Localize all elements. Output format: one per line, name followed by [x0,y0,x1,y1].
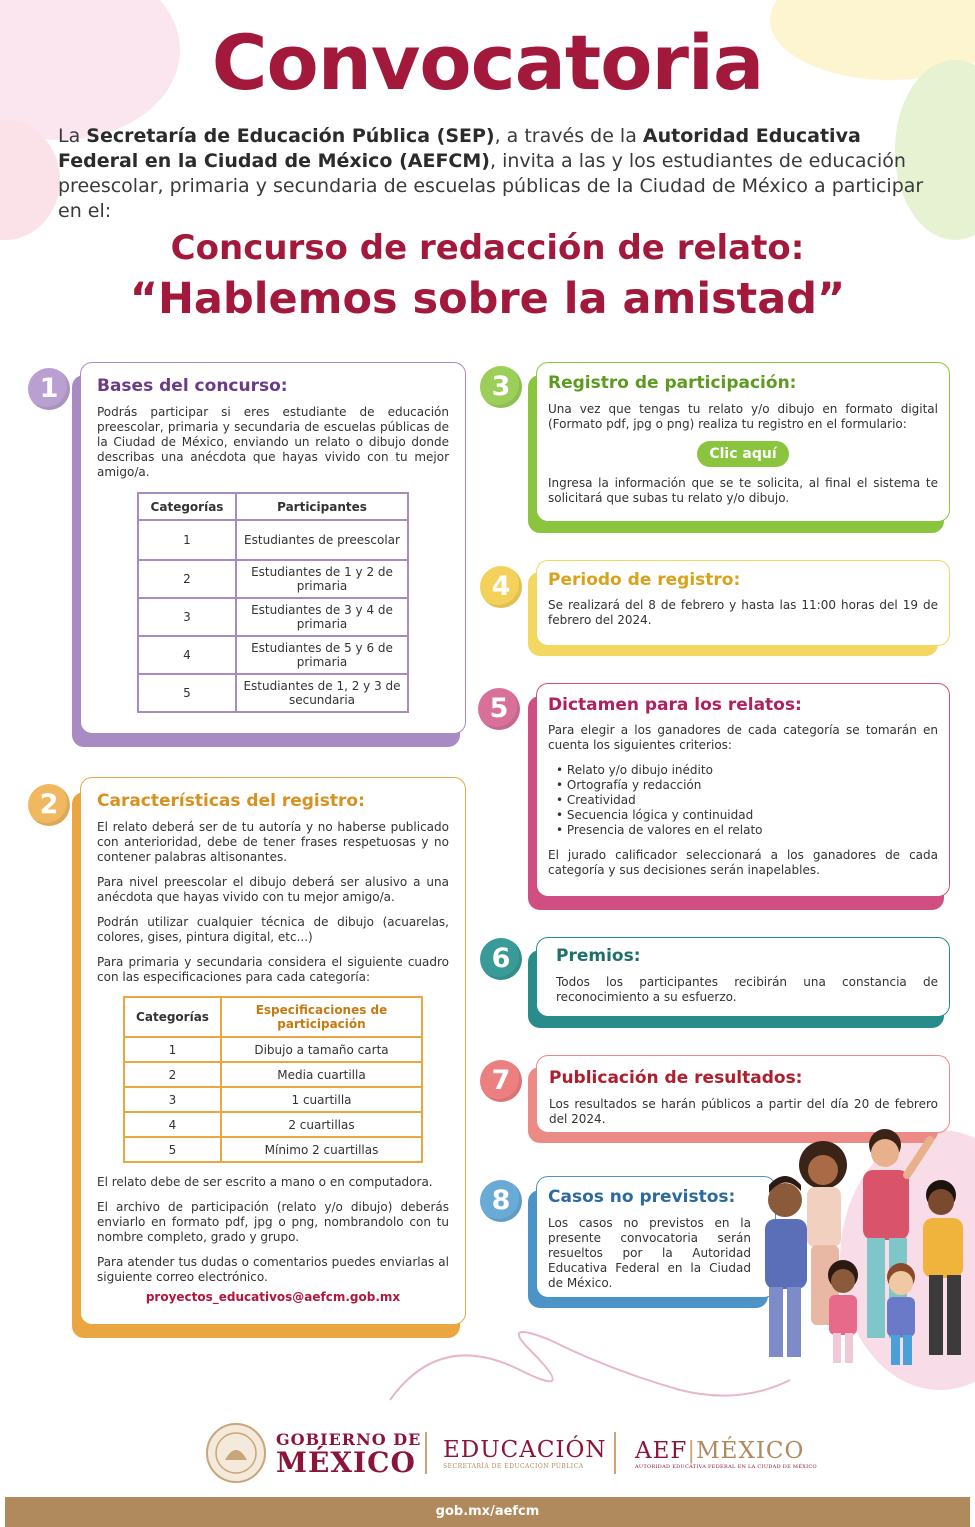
s1-th-cat: Categorías [138,493,236,520]
logo-gobierno [276,1430,421,1477]
s6-number: 6 [491,943,511,974]
contest-theme: “Hablemos sobre la amistad” [129,274,846,324]
s8-number-badge [480,1180,522,1222]
logo-educacion-title: EDUCACIÓN [443,1437,607,1463]
child-body [923,1218,963,1278]
s3-p2: Ingresa la información que se te solicita, al final el sistema te solicitará que subas tu relato y/o dibujo. [548,476,938,505]
s4-number: 4 [491,571,511,602]
s2-p6: El archivo de participación (relato y/o dibujo) deberás enviarlo en formato pdf, jpg o png, nombrandolo con tu nombre completo, grado y grupo. [97,1200,449,1244]
child-body [863,1170,909,1240]
footer-url[interactable]: gob.mx/aefcm [5,1497,970,1527]
s1-cell-val: Estudiantes de preescolar [236,520,408,560]
intro-aefcm: Autoridad Educativa Federal en la Ciudad de México (AEFCM) [58,125,861,172]
child-head [889,1271,913,1295]
child-head [871,1139,899,1167]
s2-p4: Para primaria y secundaria considera el siguiente cuadro con las especificaciones para cada categoría: [97,955,449,984]
child-head [808,1155,838,1185]
s3-number-badge [480,366,522,408]
intro-part-3: , invita a las y los estudiantes de educación preescolar, primaria y secundaria de escuelas públicas de la Ciudad de México a participar en el: [58,150,924,222]
s5-title: Dictamen para los relatos: [548,695,802,715]
s4-title: Periodo de registro: [548,570,741,590]
child-body [887,1297,915,1337]
s2-cell-cat: 5 [124,1137,221,1162]
s2-number: 2 [39,789,59,820]
s3-number: 3 [491,371,511,402]
s7-number-badge [480,1060,522,1102]
s1-cell-val: Estudiantes de 1 y 2 de primaria [236,560,408,598]
s2-p2: Para nivel preescolar el dibujo deberá ser alusivo a una anécdota que hayas vivido con tu mejor amigo/a. [97,875,449,904]
s1-number: 1 [39,373,59,404]
s1-title: Bases del concurso: [97,376,288,396]
s1-cell-val: Estudiantes de 5 y 6 de primaria [236,636,408,674]
decorative-swirl [380,1310,800,1410]
child-body [765,1219,807,1289]
s5-p1: Para elegir a los ganadores de cada categoría se tomarán en cuenta los siguientes criterios: [548,723,938,752]
intro-text [58,124,943,224]
s2-cell-cat: 2 [124,1062,221,1087]
s2-number-badge [28,784,70,826]
s5-p2: El jurado calificador seleccionará a los ganadores de cada categoría y sus decisiones serán inapelables. [548,848,938,877]
s2-p7: Para atender tus dudas o comentarios puedes enviarlas al siguiente correo electrónico. [97,1255,449,1284]
s8-text: Los casos no previstos en la presente convocatoria serán resueltos por la Autoridad Educativa Federal en la Ciudad de México. [548,1216,751,1290]
logo-gobierno-line1: GOBIERNO DE [276,1430,422,1449]
list-item: • Presencia de valores en el relato [556,823,936,838]
child-head [831,1269,855,1293]
s1-cell-cat: 2 [138,560,236,598]
s1-th-part: Participantes [236,493,408,520]
logo-gobierno-line2: MÉXICO [276,1446,416,1479]
logo-aef-mexico: AEF|MÉXICO AUTORIDAD EDUCATIVA FEDERAL EN LA CIUDAD DE MÉXICO [635,1438,817,1470]
footer-divider [425,1432,427,1474]
s1-text: Podrás participar si eres estudiante de educación preescolar, primaria y secundaria de escuelas públicas de la Ciudad de México, enviando un relato o dibujo donde describas una anécdota que hayas vivido con tu mejor amigo/a. [97,405,449,479]
list-item: • Relato y/o dibujo inédito [556,763,936,778]
s5-number-badge [478,688,520,730]
s1-table [137,492,409,713]
s2-th-spec: Especificaciones de participación [221,997,422,1037]
s2-table [123,996,423,1163]
page-title: Convocatoria [211,18,764,107]
s5-criteria-list [556,763,936,838]
list-item: • Creatividad [556,793,936,808]
intro-part-1: La [58,125,87,147]
logo-educacion-sub: SECRETARÍA DE EDUCACIÓN PÚBLICA [443,1463,584,1470]
s2-cell-val: 1 cuartilla [221,1087,422,1112]
s6-number-badge [480,938,522,980]
s8-number: 8 [491,1185,511,1216]
s1-cell-val: Estudiantes de 3 y 4 de primaria [236,598,408,636]
s4-number-badge [480,566,522,608]
list-item: • Secuencia lógica y continuidad [556,808,936,823]
logo-aef-sub: AUTORIDAD EDUCATIVA FEDERAL EN LA CIUDAD DE MÉXICO [635,1464,817,1470]
child-head [928,1189,954,1215]
s2-cell-cat: 4 [124,1112,221,1137]
s2-cell-val: Dibujo a tamaño carta [221,1037,422,1062]
s3-title: Registro de participación: [548,373,797,393]
s5-number: 5 [489,693,509,724]
s7-number: 7 [491,1065,511,1096]
s6-text: Todos los participantes recibirán una constancia de reconocimiento a su esfuerzo. [556,975,938,1004]
intro-part-2: , a través de la [494,125,643,147]
s2-cell-val: Media cuartilla [221,1062,422,1087]
contest-name: Concurso de redacción de relato: [170,228,805,268]
s1-cell-cat: 5 [138,674,236,712]
s8-title: Casos no previstos: [548,1187,736,1207]
s2-p3: Podrán utilizar cualquier técnica de dibujo (acuarelas, colores, gises, pintura digital, etc...) [97,915,449,944]
s3-register-button[interactable]: Clic aquí [697,441,789,467]
s7-title: Publicación de resultados: [549,1068,803,1088]
s2-cell-val: 2 cuartillas [221,1112,422,1137]
s1-cell-cat: 3 [138,598,236,636]
s2-p5: El relato debe de ser escrito a mano o en computadora. [97,1175,433,1189]
footer-divider [614,1432,616,1474]
s1-number-badge [28,368,70,410]
child-body [807,1187,841,1247]
logo-educacion [443,1437,607,1470]
s6-title: Premios: [556,946,641,966]
s2-email-link[interactable]: proyectos_educativos@aefcm.gob.mx [145,1290,401,1304]
logo-aef-text: AEF [635,1438,688,1464]
s2-cell-cat: 1 [124,1037,221,1062]
s1-cell-cat: 1 [138,520,236,560]
logo-aef-mexico-text: MÉXICO [696,1438,805,1464]
list-item: • Ortografía y redacción [556,778,936,793]
intro-sep: Secretaría de Educación Pública (SEP) [86,125,495,147]
child-body [829,1295,857,1335]
s7-text: Los resultados se harán públicos a partir del día 20 de febrero del 2024. [549,1097,938,1126]
s4-text: Se realizará del 8 de febrero y hasta las 11:00 horas del 19 de febrero del 2024. [548,598,938,627]
s2-p1: El relato deberá ser de tu autoría y no haberse publicado con anterioridad, debe de tener frases respetuosas y no contener palabras altisonantes. [97,820,449,864]
s3-p1: Una vez que tengas tu relato y/o dibujo en formato digital (Formato pdf, jpg o png) realiza tu registro en el formulario: [548,402,938,431]
s1-cell-cat: 4 [138,636,236,674]
s2-cell-cat: 3 [124,1087,221,1112]
s2-th-cat: Categorías [124,997,221,1037]
s2-title: Características del registro: [97,791,365,811]
s2-cell-val: Mínimo 2 cuartillas [221,1137,422,1162]
coat-of-arms-icon [205,1422,267,1484]
s1-cell-val: Estudiantes de 1, 2 y 3 de secundaria [236,674,408,712]
